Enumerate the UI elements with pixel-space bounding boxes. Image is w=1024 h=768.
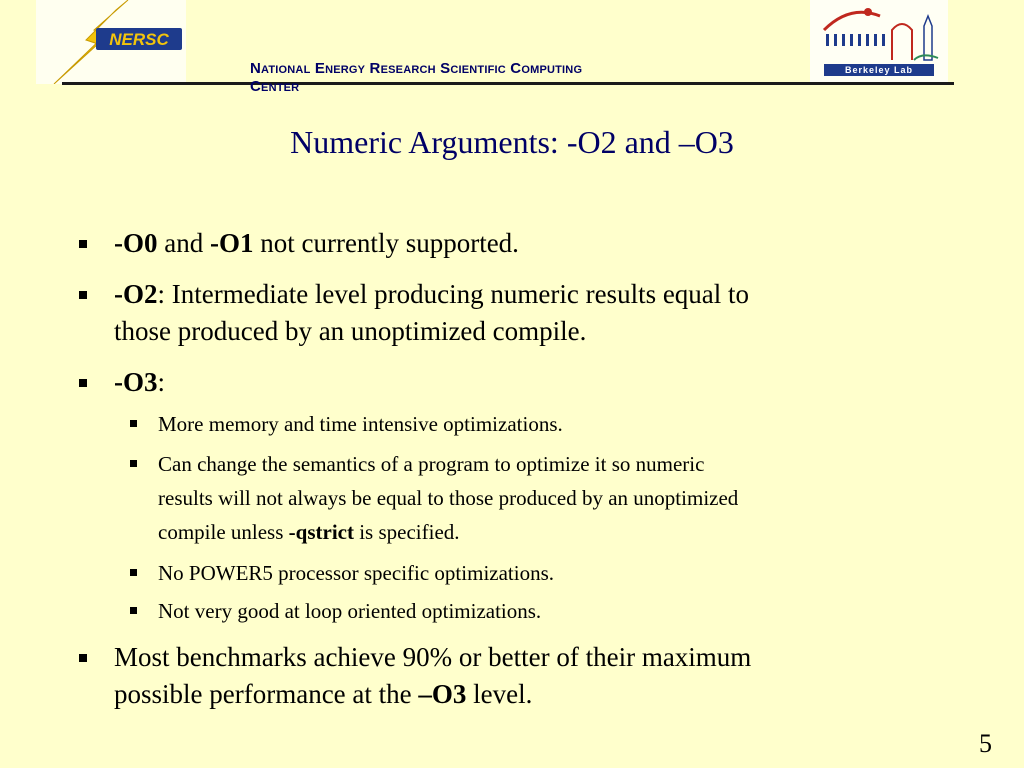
bullet-o3 xyxy=(114,364,954,401)
bullet-text: Most benchmarks achieve 90% or better of their maximum xyxy=(114,642,752,672)
nersc-logo-text: NERSC xyxy=(109,30,169,49)
bullet-text: those produced by an unoptimized compile. xyxy=(114,316,587,346)
bullet-marker xyxy=(130,420,137,427)
bullet-text: No POWER5 processor specific optimizations. xyxy=(158,561,555,585)
bullet-text: compile unless xyxy=(158,520,289,544)
bullet-text: : xyxy=(157,367,166,397)
bullet-marker xyxy=(79,240,87,248)
bullet-keyword: -qstrict xyxy=(288,520,354,544)
bullet-marker xyxy=(130,607,137,614)
bullet-text: More memory and time intensive optimizations. xyxy=(158,412,563,436)
bullet-keyword: -O3 xyxy=(114,367,158,397)
bullet-text: level. xyxy=(466,679,533,709)
bullet-text: Not very good at loop oriented optimizations. xyxy=(158,599,542,623)
sub-bullet-loop xyxy=(158,594,958,628)
bullet-marker xyxy=(130,569,137,576)
bullet-text: Can change the semantics of a program to optimize it so numeric xyxy=(158,452,705,476)
bullet-text: : Intermediate level producing numeric results equal to xyxy=(157,279,750,309)
bullet-keyword: -O2 xyxy=(114,279,158,309)
bullet-text: and xyxy=(157,228,210,258)
bullet-benchmarks xyxy=(114,639,954,713)
org-name-line1: National Energy Research Scientific Computing xyxy=(250,60,583,77)
bullet-o0-o1 xyxy=(114,225,954,262)
sub-bullet-power5 xyxy=(158,556,958,590)
bullet-marker xyxy=(79,379,87,387)
bullet-text: possible performance at the xyxy=(114,679,419,709)
slide-title: Numeric Arguments: -O2 and –O3 xyxy=(290,124,734,160)
bullet-marker xyxy=(79,291,87,299)
bullet-marker xyxy=(79,654,87,662)
org-name-line2: Center xyxy=(250,78,300,95)
bullet-marker xyxy=(130,460,137,467)
bullet-keyword: -O1 xyxy=(209,228,254,258)
bullet-o2 xyxy=(114,276,954,350)
lbl-logo-text: Berkeley Lab xyxy=(844,65,914,75)
bullet-keyword: -O0 xyxy=(114,228,158,258)
sub-bullet-semantics xyxy=(158,447,958,549)
bullet-keyword: –O3 xyxy=(418,679,467,709)
bullet-text: is specified. xyxy=(353,520,460,544)
bullet-text: results will not always be equal to those produced by an unoptimized xyxy=(158,486,739,510)
bullet-text: not currently supported. xyxy=(253,228,519,258)
sub-bullet-memory xyxy=(158,407,958,441)
page-number: 5 xyxy=(979,729,992,758)
